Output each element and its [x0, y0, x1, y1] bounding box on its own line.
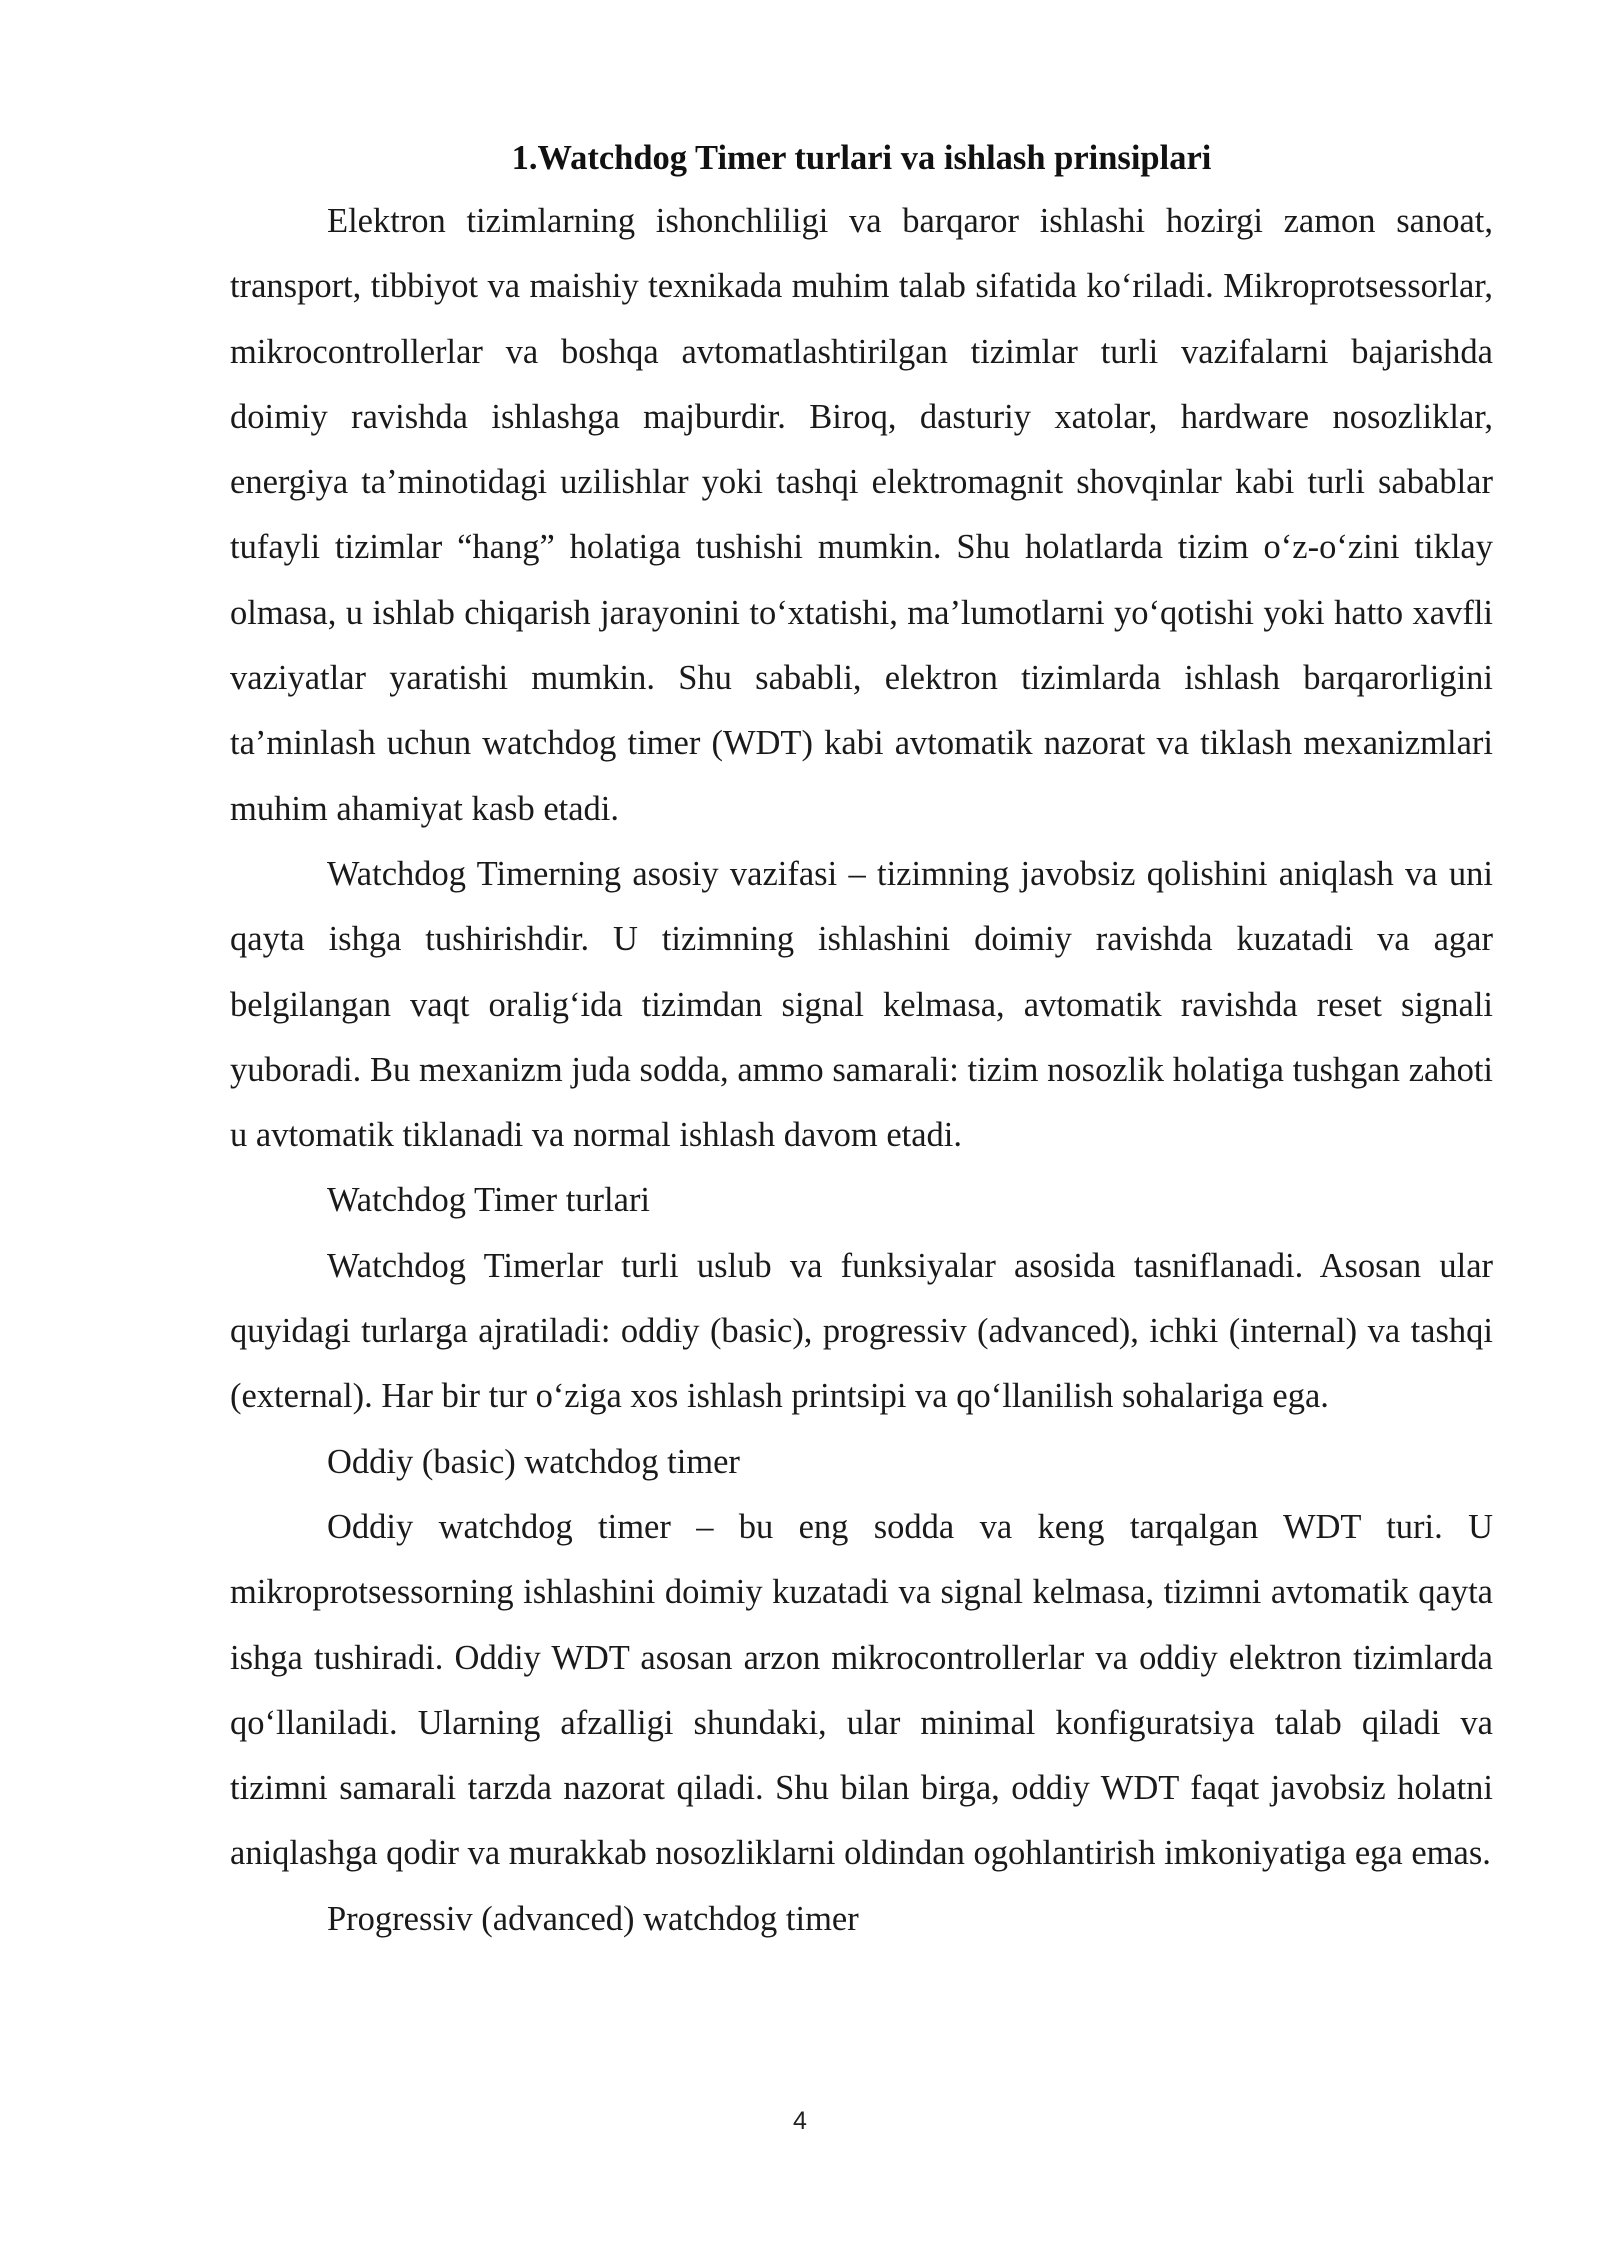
section-heading: Watchdog Timer turlari: [327, 1181, 651, 1220]
next-subsection-heading: Progressiv (advanced) watchdog timer: [327, 1899, 859, 1938]
intro-paragraph: Elektron tizimlarning ishonchliligi va barqaror ishlashi hozirgi zamon sanoat, transport, tibbiyot va maishiy texnikada muhim talab sifatida ko‘riladi. Mikroprotsessorlar, mikrocontrollerlar va boshqa avtomatlashtirilgan tizimlar turli vazifalarni bajarishda doimiy ravishda ishlashga majburdir. Biroq, dasturiy xatolar, hardware nosozliklar, energiya ta’minotidagi uzilishlar yoki tashqi elektromagnit shovqinlar kabi turli sabablar tufayli tizimlar “hang” holatiga tushishi mumkin. Shu holatlarda tizim o‘z-o‘zini tiklay olmasa, u ishlab chiqarish jarayonini to‘xtatishi, ma’lumotlarni yo‘qotishi yoki hatto xavfli vaziyatlar yaratishi mumkin. Shu sababli, elektron tizimlarda ishlash barqarorligini ta’minlash uchun watchdog timer (WDT) kabi avtomatik nazorat va tiklash mexanizmlari muhim ahamiyat kasb etadi.: [230, 202, 1493, 828]
subsection-paragraph: Oddiy watchdog timer – bu eng sodda va keng tarqalgan WDT turi. U mikroprotsessorning ishlashini doimiy kuzatadi va signal kelmasa, tizimni avtomatik qayta ishga tushiradi. Oddiy WDT asosan arzon mikrocontrollerlar va oddiy elektron tizimlarda qo‘llaniladi. Ularning afzalligi shundaki, ular minimal konfiguratsiya talab qiladi va tizimni samarali tarzda nazorat qiladi. Shu bilan birga, oddiy WDT faqat javobsiz holatni aniqlashga qodir va murakkab nosozliklarni oldindan ogohlantirish imkoniyatiga ega emas.: [230, 1507, 1493, 1873]
purpose-paragraph: Watchdog Timerning asosiy vazifasi – tizimning javobsiz qolishini aniqlash va uni qayta ishga tushirishdir. U tizimning ishlashini doimiy ravishda kuzatadi va agar belgilangan vaqt oralig‘ida tizimdan signal kelmasa, avtomatik ravishda reset signali yuboradi. Bu mexanizm juda sodda, ammo samarali: tizim nosozlik holatiga tushgan zahoti u avtomatik tiklanadi va normal ishlash davom etadi.: [230, 854, 1493, 1155]
section-paragraph: Watchdog Timerlar turli uslub va funksiyalar asosida tasniflanadi. Asosan ular quyidagi turlarga ajratiladi: oddiy (basic), progressiv (advanced), ichki (internal) va tashqi (external). Har bir tur o‘ziga xos ishlash printsipi va qo‘llanilish sohalariga ega.: [230, 1246, 1493, 1416]
subsection-heading: Oddiy (basic) watchdog timer: [327, 1442, 740, 1481]
page-content: [230, 128, 1493, 1952]
document-title: 1.Watchdog Timer turlari va ishlash prinsiplari: [511, 139, 1212, 177]
page-number: 4: [793, 2107, 807, 2135]
